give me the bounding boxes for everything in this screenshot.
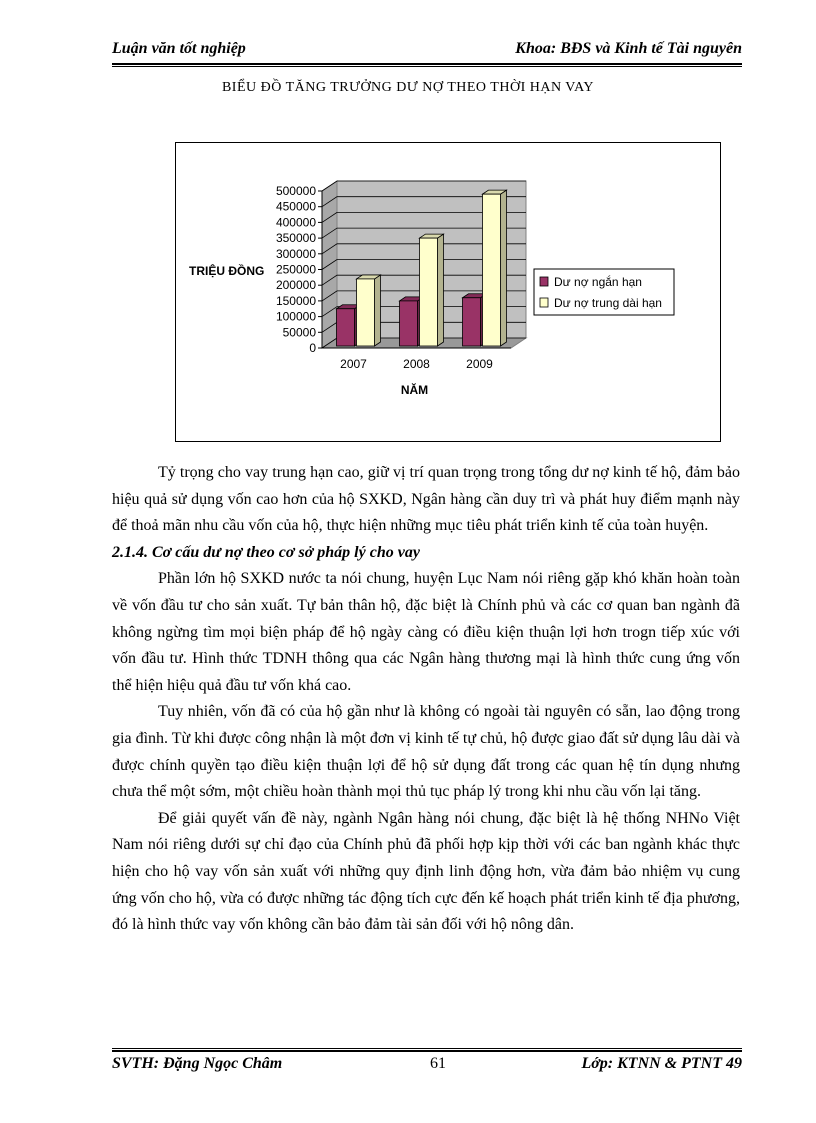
y-tick-label: 350000 [275,231,316,246]
y-tick-label: 200000 [275,278,316,293]
paragraph: Để giải quyết vấn đề này, ngành Ngân hàng nói chung, đặc biệt là hệ thống NHNo Việt Nam nói riêng dưới sự chỉ đạo của Chính phủ đã phối hợp kịp thời với các ban ngành khác thực hiện cho hộ vay vốn sản xuất với những quy định linh động hơn, vừa đảm bảo nhiệm vụ cung ứng vốn cho hộ, vừa có được những tác động tích cực đến kế hoạch phát triển kinh tế địa phương, đó là hình thức vay vốn không cần bảo đảm tài sản đối với hộ nông dân. [112,809,740,934]
footer-author: SVTH: Đặng Ngọc Châm [112,1055,283,1072]
chart-frame [175,142,721,442]
legend-label: Dư nợ ngắn hạn [554,275,642,289]
y-tick-label: 300000 [275,246,316,261]
y-tick-label: 450000 [275,199,316,214]
header-thesis-label: Luận văn tốt nghiệp [112,40,246,57]
bar [463,298,481,346]
bar-side [438,234,444,346]
legend-swatch [540,298,548,307]
paragraph: Tỷ trọng cho vay trung hạn cao, giữ vị trí quan trọng trong tổng dư nợ kinh tế hộ, đảm bảo hiệu quả sử dụng vốn cao hơn của hộ SXKD, Ngân hàng cần duy trì và phát huy điểm mạnh này để thoả mãn nhu cầu vốn của hộ, thực hiện những mục tiêu phát triển kinh tế của toàn huyện. [112,464,740,535]
x-tick-label: 2008 [403,357,430,371]
paragraph: Phần lớn hộ SXKD nước ta nói chung, huyện Lục Nam nói riêng gặp khó khăn hoàn toàn về vốn đầu tư cho sản xuất. Tự bản thân hộ, đặc biệt là Chính phủ và các cơ quan ban ngành đã không ngừng tìm mọi biện pháp để hộ ngày càng có điều kiện thuận lợi hơn trogn tiếp xúc với vốn đầu tư. Hình thức TDNH thông qua các Ngân hàng thương mại là hình thức cung ứng vốn thể hiện hiệu quả đầu tư vốn khá cao. [112,570,740,694]
legend-swatch [540,277,548,286]
page-footer [112,1055,742,1077]
bar [483,194,501,346]
header-rule [112,63,742,67]
y-axis-title: TRIỆU ĐỒNG [189,264,265,278]
bar-side [501,190,507,346]
x-tick-label: 2007 [340,357,367,371]
bar-chart [176,143,720,441]
body-text [112,460,740,939]
x-axis-title: NĂM [400,383,429,397]
header-faculty-label: Khoa: BĐS và Kinh tế Tài nguyên [515,40,742,57]
page-header [112,40,742,62]
bar [357,279,375,346]
section-heading: 2.1.4. Cơ cấu dư nợ theo cơ sở pháp lý cho vay [112,543,420,561]
y-tick-label: 0 [309,341,316,355]
bar [400,301,418,346]
page-number: 61 [430,1055,446,1072]
y-tick-label: 250000 [275,262,316,277]
y-tick-label: 500000 [275,184,316,198]
bar [420,238,438,346]
chart-title: BIỂU ĐỒ TĂNG TRƯỞNG DƯ NỢ THEO THỜI HẠN VAY [221,80,595,95]
footer-class: Lớp: KTNN & PTNT 49 [581,1055,742,1072]
footer-rule [112,1048,742,1052]
bar [337,309,355,346]
y-tick-label: 50000 [282,325,316,340]
legend-label: Dư nợ trung dài hạn [554,296,662,310]
y-tick-label: 400000 [275,215,316,230]
bar-side [375,275,381,346]
paragraph: Tuy nhiên, vốn đã có của hộ gần như là không có ngoài tài nguyên có sẵn, lao động trong gia đình. Từ khi được công nhận là một đơn vị kinh tế tự chủ, hộ được giao đất sử dụng lâu dài và được chính quyền tạo điều kiện thuận lợi để hộ sử dụng đất trong các quan hệ tín dụng nhưng chưa thể một sớm, một chiều hoàn thành mọi thủ tục pháp lý trong khi nhu cầu vốn lại tăng. [112,703,740,801]
y-tick-label: 150000 [275,293,316,308]
x-tick-label: 2009 [466,357,493,371]
y-tick-label: 100000 [275,309,316,324]
